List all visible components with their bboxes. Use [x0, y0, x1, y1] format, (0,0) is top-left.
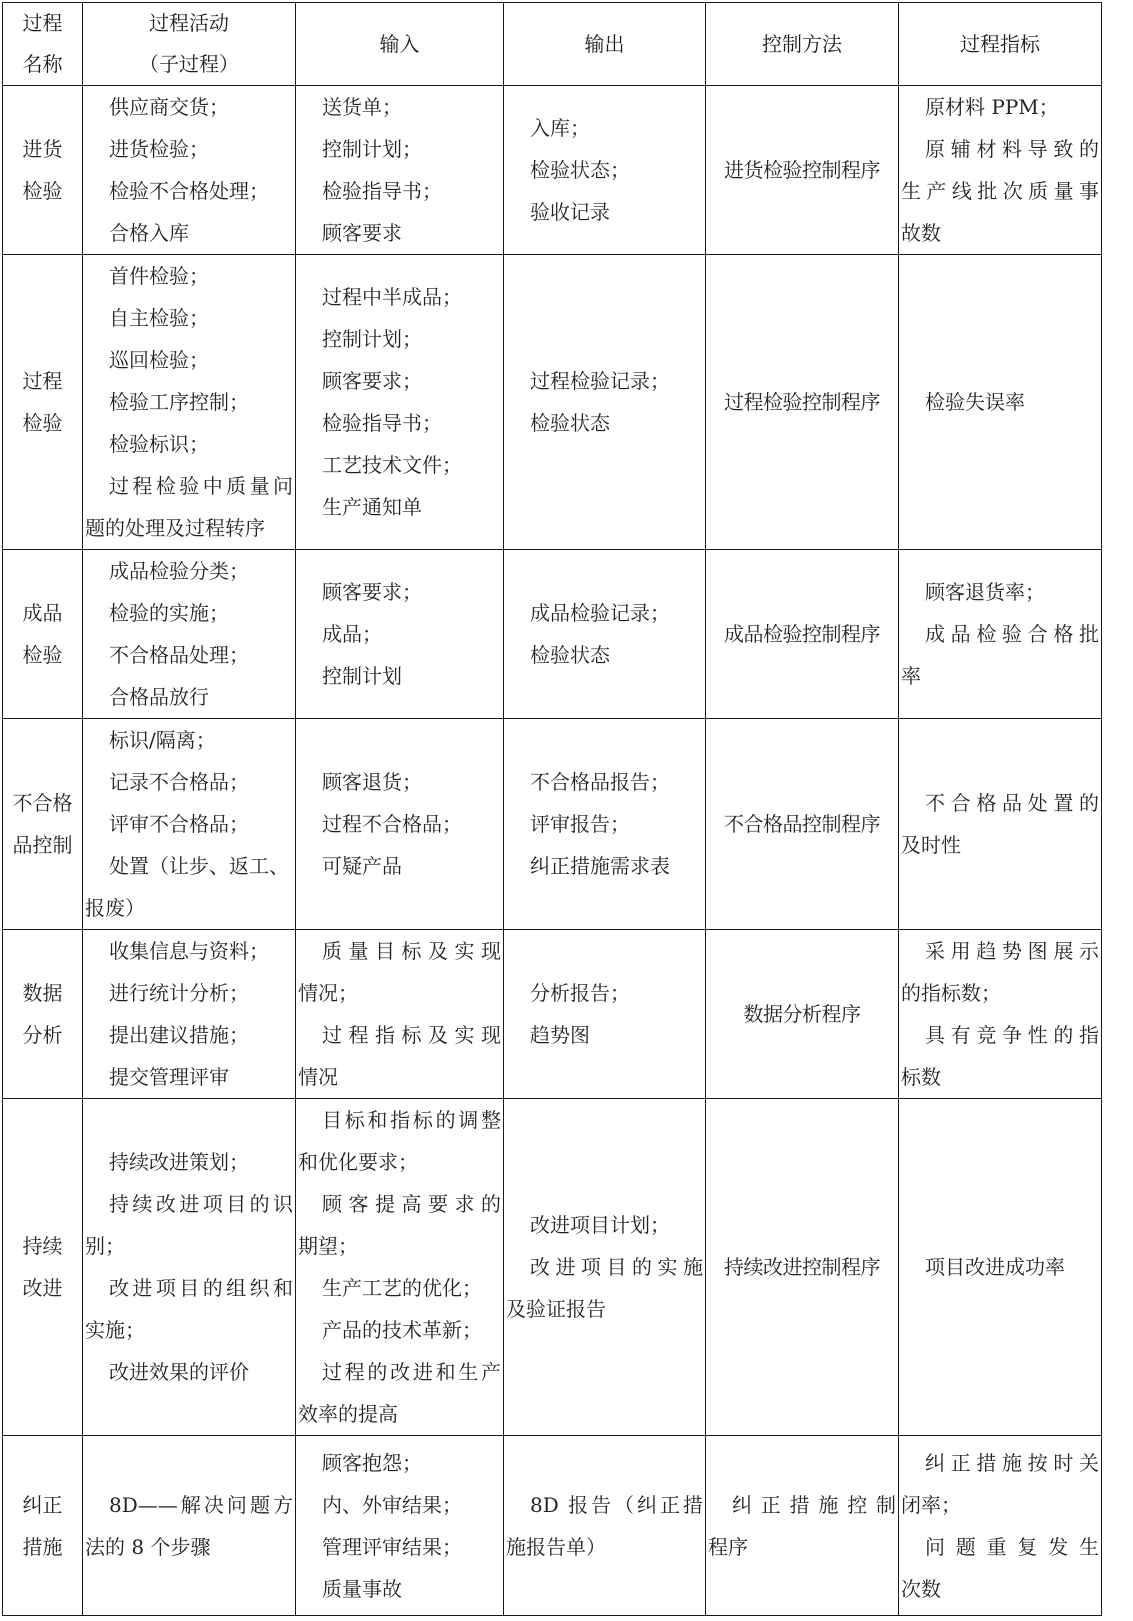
control-method-cell: 进货检验控制程序	[706, 86, 899, 255]
activity-cell: 首件检验； 自主检验； 巡回检验； 检验工序控制； 检验标识； 过程检验中质量问 题的处理及过程转序	[83, 255, 296, 550]
input-cell: 顾客抱怨； 内、外审结果； 管理评审结果； 质量事故	[296, 1436, 504, 1616]
input-cell: 顾客退货； 过程不合格品； 可疑产品	[296, 719, 504, 930]
table-row	[3, 1099, 1102, 1436]
process-table	[2, 2, 1102, 1616]
input-cell: 过程中半成品； 控制计划； 顾客要求； 检验指导书； 工艺技术文件； 生产通知单	[296, 255, 504, 550]
metric-cell: 纠正措施按时关 闭率； 问题重复发生 次数	[899, 1436, 1102, 1616]
table-row	[3, 1436, 1102, 1616]
input-cell: 目标和指标的调整 和优化要求； 顾客提高要求的 期望； 生产工艺的优化； 产品的技术革新； 过程的改进和生产 效率的提高	[296, 1099, 504, 1436]
header-process-activity: 过程活动 （子过程）	[83, 3, 296, 86]
control-method-cell: 数据分析程序	[706, 930, 899, 1099]
process-name-cell: 纠正 措施	[3, 1436, 83, 1616]
control-method-cell: 持续改进控制程序	[706, 1099, 899, 1436]
control-method-cell: 过程检验控制程序	[706, 255, 899, 550]
process-name-cell: 进货 检验	[3, 86, 83, 255]
output-cell: 改进项目计划； 改进项目的实施 及验证报告	[504, 1099, 706, 1436]
activity-cell: 成品检验分类； 检验的实施； 不合格品处理； 合格品放行	[83, 550, 296, 719]
metric-cell: 不合格品处置的 及时性	[899, 719, 1102, 930]
metric-cell: 原材料 PPM； 原辅材料导致的 生产线批次质量事 故数	[899, 86, 1102, 255]
process-name-cell: 持续 改进	[3, 1099, 83, 1436]
table-row	[3, 86, 1102, 255]
activity-cell: 持续改进策划； 持续改进项目的识 别； 改进项目的组织和 实施； 改进效果的评价	[83, 1099, 296, 1436]
control-method-cell: 不合格品控制程序	[706, 719, 899, 930]
metric-cell: 顾客退货率； 成品检验合格批 率	[899, 550, 1102, 719]
output-cell: 过程检验记录； 检验状态	[504, 255, 706, 550]
activity-cell: 收集信息与资料； 进行统计分析； 提出建议措施； 提交管理评审	[83, 930, 296, 1099]
header-output: 输出	[504, 3, 706, 86]
control-method-cell: 成品检验控制程序	[706, 550, 899, 719]
metric-cell: 检验失误率	[899, 255, 1102, 550]
input-cell: 送货单； 控制计划； 检验指导书； 顾客要求	[296, 86, 504, 255]
output-cell: 8D 报告（纠正措 施报告单）	[504, 1436, 706, 1616]
header-process-metric: 过程指标	[899, 3, 1102, 86]
output-cell: 分析报告； 趋势图	[504, 930, 706, 1099]
metric-cell: 采用趋势图展示 的指标数； 具有竞争性的指 标数	[899, 930, 1102, 1099]
output-cell: 不合格品报告； 评审报告； 纠正措施需求表	[504, 719, 706, 930]
input-cell: 顾客要求； 成品； 控制计划	[296, 550, 504, 719]
header-process-name: 过程 名称	[3, 3, 83, 86]
activity-cell: 供应商交货； 进货检验； 检验不合格处理； 合格入库	[83, 86, 296, 255]
table-row	[3, 719, 1102, 930]
header-input: 输入	[296, 3, 504, 86]
process-name-cell: 不合格 品控制	[3, 719, 83, 930]
output-cell: 成品检验记录； 检验状态	[504, 550, 706, 719]
control-method-cell: 纠正措施控制 程序	[706, 1436, 899, 1616]
process-name-cell: 过程 检验	[3, 255, 83, 550]
output-cell: 入库； 检验状态； 验收记录	[504, 86, 706, 255]
metric-cell: 项目改进成功率	[899, 1099, 1102, 1436]
table-row	[3, 550, 1102, 719]
table-row	[3, 255, 1102, 550]
activity-cell: 标识/隔离； 记录不合格品； 评审不合格品； 处置（让步、返工、 报废）	[83, 719, 296, 930]
input-cell: 质量目标及实现 情况； 过程指标及实现 情况	[296, 930, 504, 1099]
header-control-method: 控制方法	[706, 3, 899, 86]
process-name-cell: 成品 检验	[3, 550, 83, 719]
activity-cell: 8D——解决问题方 法的 8 个步骤	[83, 1436, 296, 1616]
process-name-cell: 数据 分析	[3, 930, 83, 1099]
header-row	[3, 3, 1102, 86]
table-row	[3, 930, 1102, 1099]
